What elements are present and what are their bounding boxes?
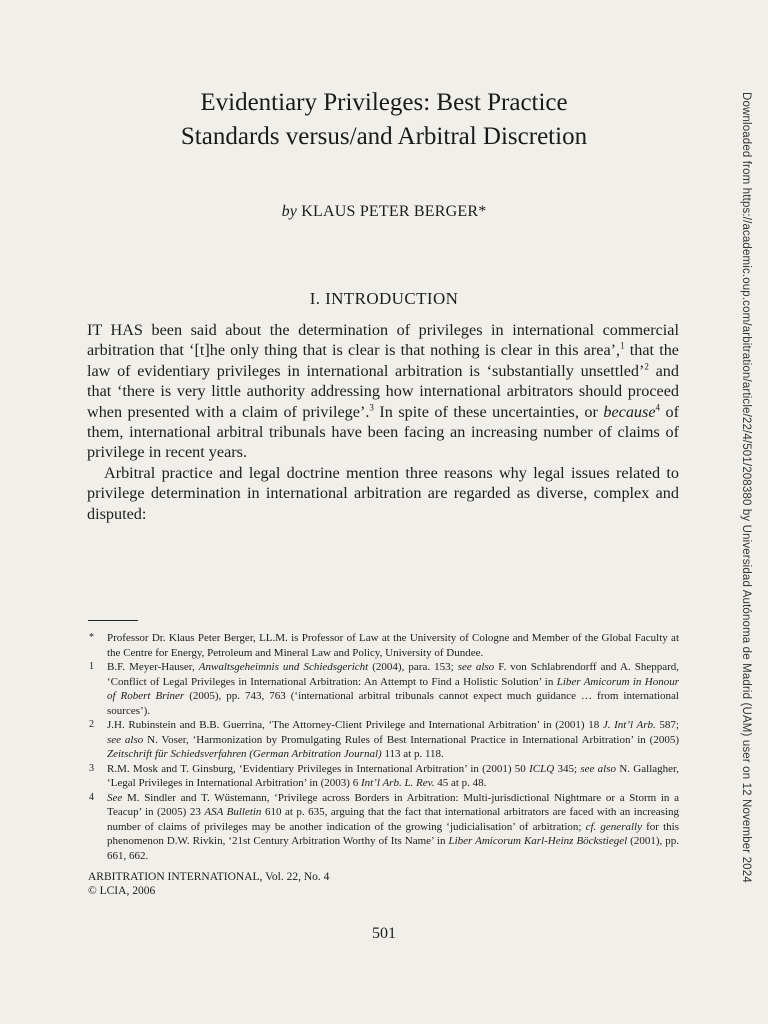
footnote-mark: 1 <box>89 661 94 672</box>
footnote-mark: 3 <box>89 762 94 774</box>
footnote-text: 610 at p. 635, arguing that the fact that international arbitrators are faced with an increasing number of claims of privileges may be another indication of the growing ‘judicialisation’ of arbitration; <box>107 806 679 833</box>
footnote-text: 587; <box>655 719 679 731</box>
footnote-text: N. Gallagher, ‘Legal Privileges in International Arbitration’ in (2003) 6 <box>107 762 679 789</box>
footnote-italic: Anwaltsgeheimnis und Schiedsgericht <box>198 661 369 673</box>
footnote-italic: J. Int’l Arb. <box>602 719 656 731</box>
footnote-italic: see also <box>580 762 617 775</box>
footnote-text: M. Sindler and T. Wüstemann, ‘Privilege across Borders in Arbitration: Multi-jurisdictional Nightmare or a Storm in a Teacup’ in (2005) 23 <box>107 791 679 818</box>
footnote-italic: Liber Amicorum in Honour of Robert Briner <box>107 675 680 702</box>
paragraph-1-text-e: of them, international arbitral tribunals have been facing an increasing number of claims of privilege in recent years. <box>87 402 679 462</box>
footnote-3 <box>87 762 679 791</box>
footnote-author <box>87 631 679 660</box>
footnote-italic: Zeitschrift für Schiedsverfahren (German Arbitration Journal) <box>107 748 382 760</box>
author-name: KLAUS PETER BERGER* <box>301 203 487 220</box>
footnote-ref-3[interactable]: 3 <box>369 402 374 413</box>
footnote-text: B.F. Meyer-Hauser, <box>107 661 199 673</box>
paragraph-2: Arbitral practice and legal doctrine mention three reasons why legal issues related to privilege determination in international arbitration are regarded as diverse, complex and disputed: <box>87 463 679 523</box>
byline-by: by <box>281 203 298 220</box>
footnote-text: 345; <box>554 762 581 775</box>
footnote-text: for this phenomenon D.W. Rivkin, ‘21st Century Arbitration Worthy of Its Name’ in <box>107 820 679 847</box>
journal-citation: ARBITRATION INTERNATIONAL, Vol. 22, No. 4 <box>88 871 330 883</box>
footnote-text: N. Voser, ‘Harmonization by Promulgating Rules of Best International Practice in International Arbitration’ in (2005) <box>143 733 679 746</box>
footnote-text: R.M. Mosk and T. Ginsburg, ‘Evidentiary Privileges in International Arbitration’ in (2001) 50 <box>107 762 530 775</box>
footnote-italic: cf. generally <box>585 820 642 833</box>
footnote-ref-1[interactable]: 1 <box>620 341 625 352</box>
footnote-ref-4[interactable]: 4 <box>655 402 661 413</box>
footnote-mark: 4 <box>89 791 94 803</box>
footnote-text: 113 at p. 118. <box>381 748 444 760</box>
footnote-4 <box>87 791 679 864</box>
paragraph-1-text-a: IT HAS been said about the determination of privileges in international commercial arbitration that ‘[t]he only thing that is clear is that nothing is clear in this area’, <box>87 321 679 360</box>
title-line-2: Standards versus/and Arbitral Discretion <box>180 123 588 150</box>
copyright-notice: © LCIA, 2006 <box>88 885 156 897</box>
body-text <box>87 320 679 524</box>
footnote-italic: see also <box>107 733 144 746</box>
footnote-1 <box>87 660 679 718</box>
footnote-2 <box>87 718 679 762</box>
footnote-text: Professor Dr. Klaus Peter Berger, LL.M. is Professor of Law at the University of Cologne and Member of the Global Faculty at the Centre for Energy, Petroleum and Mineral Law and Policy, University of Dundee. <box>107 632 679 659</box>
footnote-italic: See <box>107 791 123 804</box>
footnote-divider <box>88 620 138 621</box>
title-line-1: Evidentiary Privileges: Best Practice <box>200 89 568 116</box>
footnote-italic: ICLQ <box>529 762 555 775</box>
footnote-text: (2001), pp. 661, 662. <box>107 835 679 862</box>
journal-info <box>88 870 329 898</box>
author-byline <box>0 203 768 221</box>
footnotes <box>87 631 679 863</box>
download-watermark: Downloaded from https://academic.oup.com/arbitration/article/22/4/501/208380 by Universidad Autónoma de Madrid (UAM) user on 12 November 2024 <box>740 92 752 883</box>
footnote-text: 45 at p. 48. <box>434 777 487 789</box>
footnote-mark: 2 <box>89 719 94 730</box>
footnote-text: F. von Schlabrendorff and A. Sheppard, ‘Conflict of Legal Privileges in International Arbitration: An Attempt to Find a Holistic Solution’ in <box>107 661 680 688</box>
section-heading: I. INTRODUCTION <box>309 289 459 308</box>
footnote-italic: Liber Amicorum Karl-Heinz Böckstiegel <box>448 835 628 847</box>
footnote-italic: see also <box>457 661 495 673</box>
footnote-mark: * <box>89 632 94 643</box>
footnote-italic: Int’l Arb. L. Rev. <box>360 777 435 789</box>
footnote-text: (2004), para. 153; <box>368 661 458 673</box>
footnote-italic: ASA Bulletin <box>204 806 262 818</box>
footnote-ref-2[interactable]: 2 <box>644 361 649 372</box>
page-number: 501 <box>372 925 396 942</box>
paragraph-1-text-c: and that ‘there is very little authority addressing how international arbitrators should proceed when presented with a claim of privilege’. <box>87 361 679 421</box>
footnote-text: (2005), pp. 743, 763 (‘international arbitral tribunals cannot expect much guidance … from international sources’). <box>107 690 679 717</box>
paragraph-1 <box>87 320 679 463</box>
paragraph-1-text-b: that the law of evidentiary privileges in international arbitration is ‘substantially unsettled’ <box>87 341 679 380</box>
paragraph-1-emphasis: because <box>603 402 656 421</box>
paragraph-1-text-d: In spite of these uncertainties, or <box>373 402 604 421</box>
footnote-text: J.H. Rubinstein and B.B. Guerrina, ‘The Attorney-Client Privilege and International Arbitration’ in (2001) 18 <box>107 719 603 731</box>
article-title <box>100 86 668 154</box>
